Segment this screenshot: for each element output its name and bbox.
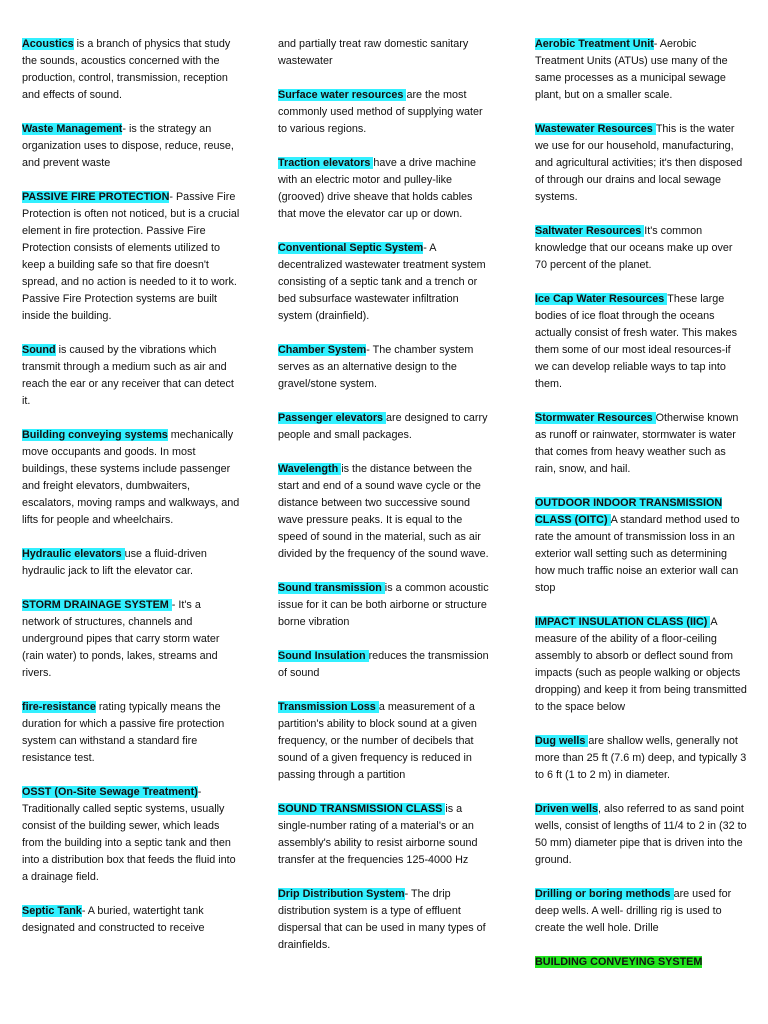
definition-text: is a common acoustic issue for it can be both airborne or structure borne vibration (278, 582, 489, 628)
highlighted-term: OUTDOOR INDOOR TRANSMISSION CLASS (OITC) (535, 497, 723, 526)
note-entry (22, 427, 240, 529)
definition-text: - The drip distribution system is a type of effluent dispersal that can be used in many types of drainfields. (278, 888, 486, 951)
definition-text: It's common knowledge that our oceans make up over 70 percent of the planet. (535, 225, 733, 271)
note-entry (535, 223, 747, 274)
definition-text: - A decentralized wastewater treatment system consisting of a septic tank and a trench or bed subsurface wastewater infiltration system (drainfield). (278, 242, 486, 322)
highlighted-term: fire-resistance (22, 701, 96, 713)
highlighted-term: Driven wells (535, 803, 599, 815)
highlighted-term: Wavelength (278, 463, 342, 475)
note-entry (278, 801, 490, 869)
definition-text: - Aerobic Treatment Units (ATUs) use many of the same processes as a municipal sewage plant, but on a smaller scale. (535, 38, 728, 101)
highlighted-term: Acoustics (22, 38, 74, 50)
note-entry (535, 886, 747, 937)
note-entry (278, 87, 490, 138)
definition-text: is a branch of physics that study the sounds, acoustics concerned with the production, control, transmission, reception and effects of sound. (22, 38, 231, 101)
definition-text: - Traditionally called septic systems, usually consist of the building sewer, which leads from the building into a septic tank and then into a distribution box that feeds the fluid into a drainage field. (22, 786, 236, 883)
note-entry (22, 784, 240, 886)
definition-text: is caused by the vibrations which transmit through a medium such as air and reach the ear or any receiver that can detect it. (22, 344, 234, 407)
highlighted-term: BUILDING CONVEYING SYSTEM (535, 956, 703, 968)
highlighted-term: Aerobic Treatment Unit (535, 38, 654, 50)
highlighted-term: Surface water resources (278, 89, 407, 101)
definition-text: Otherwise known as runoff or rainwater, stormwater is water that comes from heavy weather such as rain, snow, and hail. (535, 412, 739, 475)
definition-text: are used for deep wells. A well- drilling rig is used to create the well hole. Drille (535, 888, 732, 934)
note-entry (22, 546, 240, 580)
note-entry (22, 121, 240, 172)
definition-text: A measure of the ability of a floor-ceiling assembly to absorb or deflect sound from impacts (such as people walking or objects dropping) and keep it from being transmitted to the space below (535, 616, 747, 713)
definition-text: are shallow wells, generally not more than 25 ft (7.6 m) deep, and typically 3 to 6 ft (1 to 2 m) in diameter. (535, 735, 747, 781)
column-3 (535, 36, 747, 988)
column-1 (22, 36, 240, 954)
highlighted-term: SOUND TRANSMISSION CLASS (278, 803, 446, 815)
column-2 (278, 36, 490, 971)
definition-text: are designed to carry people and small packages. (278, 412, 488, 441)
definition-text: rating typically means the duration for which a passive fire protection system can withstand a standard fire resistance test. (22, 701, 225, 764)
note-entry (22, 189, 240, 325)
definition-text: This is the water we use for our household, manufacturing, and agricultural activities; it's then disposed of through our drains and local sewage systems. (535, 123, 743, 203)
note-entry (535, 733, 747, 784)
highlighted-term: Sound transmission (278, 582, 385, 594)
note-entry (22, 903, 240, 937)
definition-text: - Passive Fire Protection is often not noticed, but is a crucial element in fire protection. Passive Fire Protection consists of elements utilized to keep a building safe so that fire doesn't spread, and no action is needed to it to work. Passive Fire Protection systems are built inside the building. (22, 191, 240, 322)
highlighted-term: Sound Insulation (278, 650, 369, 662)
highlighted-term: Drip Distribution System (278, 888, 405, 900)
highlighted-term: Conventional Septic System (278, 242, 424, 254)
definition-text: reduces the transmission of sound (278, 650, 489, 679)
highlighted-term: Stormwater Resources (535, 412, 656, 424)
note-entry (535, 801, 747, 869)
definition-text: - is the strategy an organization uses to dispose, reduce, reuse, and prevent waste (22, 123, 234, 169)
definition-text: and partially treat raw domestic sanitary wastewater (278, 38, 469, 67)
note-entry (535, 36, 747, 104)
note-entry (278, 886, 490, 954)
note-entry (278, 648, 490, 682)
note-entry (535, 291, 747, 393)
note-entry (535, 121, 747, 206)
note-entry (278, 240, 490, 325)
note-entry (535, 614, 747, 716)
note-entry (535, 410, 747, 478)
definition-text: mechanically move occupants and goods. In most buildings, these systems include passenger and freight elevators, dumbwaiters, escalators, moving ramps and walkways, and lifts for people and wheelchairs. (22, 429, 240, 526)
highlighted-term: Dug wells (535, 735, 589, 747)
note-entry (278, 580, 490, 631)
highlighted-term: OSST (On-Site Sewage Treatment) (22, 786, 198, 798)
definition-text: is a single-number rating of a material's or an assembly's ability to resist airborne sound transfer at the frequencies 125-4000 Hz (278, 803, 478, 866)
note-entry (278, 461, 490, 563)
highlighted-term: Saltwater Resources (535, 225, 645, 237)
highlighted-term: Chamber System (278, 344, 367, 356)
highlighted-term: Traction elevators (278, 157, 374, 169)
note-entry (22, 597, 240, 682)
note-entry (22, 699, 240, 767)
highlighted-term: Waste Management (22, 123, 123, 135)
definition-text: are the most commonly used method of supplying water to various regions. (278, 89, 483, 135)
definition-text: - A buried, watertight tank designated and constructed to receive (22, 905, 205, 934)
definition-text: These large bodies of ice float through the oceans actually consist of fresh water. This makes them some of our most ideal resources-if we can develop reliable ways to tap into them. (535, 293, 738, 390)
note-entry (22, 36, 240, 104)
note-entry (22, 342, 240, 410)
note-entry (535, 495, 747, 597)
highlighted-term: STORM DRAINAGE SYSTEM (22, 599, 172, 611)
definition-text: use a fluid-driven hydraulic jack to lift the elevator car. (22, 548, 207, 577)
definition-text: have a drive machine with an electric motor and pulley-like (grooved) drive sheave that holds cables that move the elevator car up or down. (278, 157, 477, 220)
definition-text: is the distance between the start and end of a sound wave cycle or the distance between two successive sound wave pressure peaks. It is equal to the speed of sound in the material, such as air divided by the frequency of the sound wave. (278, 463, 489, 560)
note-entry (278, 36, 490, 70)
highlighted-term: Sound (22, 344, 56, 356)
note-entry (278, 410, 490, 444)
note-entry (278, 699, 490, 784)
definition-text: a measurement of a partition's ability to block sound at a given frequency, or the number of decibels that sound of a given frequency is reduced in passing through a partition (278, 701, 477, 781)
highlighted-term: Hydraulic elevators (22, 548, 125, 560)
note-entry (278, 155, 490, 223)
note-entry (535, 954, 747, 971)
definition-text: A standard method used to rate the amount of transmission loss in an exterior wall setting such as determining how much traffic noise an exterior wall can stop (535, 514, 740, 594)
note-entry (278, 342, 490, 393)
highlighted-term: Drilling or boring methods (535, 888, 674, 900)
highlighted-term: Wastewater Resources (535, 123, 656, 135)
highlighted-term: Septic Tank (22, 905, 82, 917)
highlighted-term: Transmission Loss (278, 701, 379, 713)
highlighted-term: Ice Cap Water Resources (535, 293, 668, 305)
highlighted-term: PASSIVE FIRE PROTECTION (22, 191, 170, 203)
definition-text: , also referred to as sand point wells, consist of lengths of 11/4 to 2 in (32 to 50 mm) diameter pipe that is driven into the ground. (535, 803, 747, 866)
highlighted-term: Building conveying systems (22, 429, 168, 441)
definition-text: - It's a network of structures, channels and underground pipes that carry storm water (rain water) to ponds, lakes, streams and rivers. (22, 599, 220, 679)
highlighted-term: IMPACT INSULATION CLASS (IIC) (535, 616, 711, 628)
definition-text: - The chamber system serves as an alternative design to the gravel/stone system. (278, 344, 474, 390)
highlighted-term: Passenger elevators (278, 412, 387, 424)
